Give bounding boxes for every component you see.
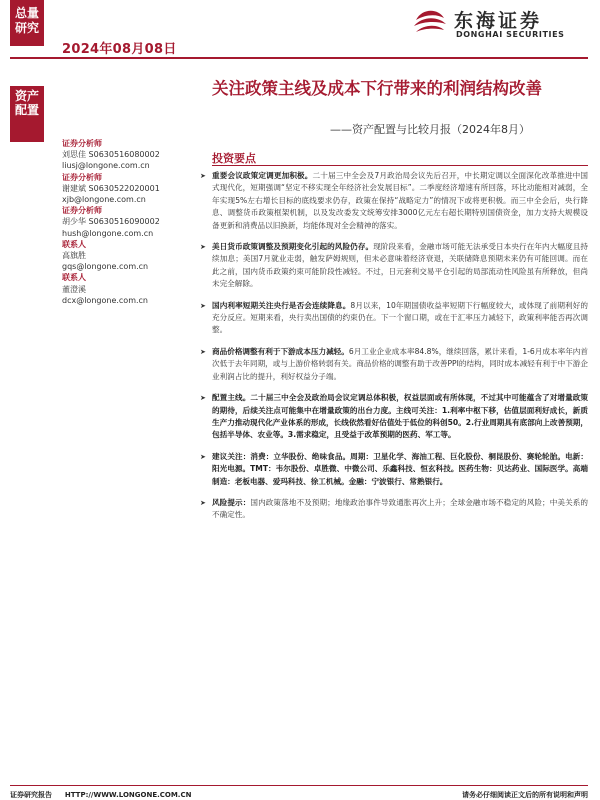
header-divider — [10, 57, 588, 59]
key-point-heading: 重要会议政策定调更加积极。 — [212, 171, 313, 180]
contact-email: dcx@longone.com.cn — [62, 295, 149, 305]
footer-disclaimer: 请务必仔细阅读正文后的所有说明和声明 — [462, 791, 588, 799]
key-point — [198, 392, 588, 442]
contact-role: 联系人 — [62, 273, 86, 283]
contact-entry — [62, 239, 187, 273]
report-subtitle: ——资产配置与比较月报（2024年8月） — [330, 123, 530, 136]
key-point-heading: 美日货币政策调整及预期变化引起的风险仍存。 — [212, 242, 374, 252]
contact-entry — [62, 272, 187, 306]
key-point — [198, 300, 588, 337]
key-point-body: 现阶段来看，金融市场可能无法承受日本央行在年内大幅度且持续加息；美国7月就业走弱，触发萨姆规则，但未必意味着经济衰退，关联储降息预期未来仍有可能回调。而在此之前，国内货币政策约束可能阶段性减轻。不过，日元套利交易平仓引起的局部流动性风险虽有所释放，但尚未完全解除。 — [212, 242, 589, 289]
logo-english-name: DONGHAI SECURITIES — [456, 30, 565, 39]
arrow-bullet-icon: ➤ — [200, 301, 206, 310]
key-point — [198, 451, 588, 488]
arrow-bullet-icon: ➤ — [200, 394, 206, 403]
key-point-body: 6月工业企业成本率84.8%，继续回落，累计来看，1-6月成本率年内首次低于去年同期，或与上游价格转弱有关。商品价格的调整有助于改善PPI的结构，同时成本减轻有利于中下游企业利润占比的提升，利好权益分子端。 — [212, 346, 588, 381]
analyst-role: 证券分析师 — [62, 172, 102, 182]
analyst-entry — [62, 138, 187, 172]
analyst-entry — [62, 172, 187, 206]
key-point-heading: 风险提示： — [212, 497, 251, 507]
report-date: 2024年08月08日 — [62, 42, 177, 57]
arrow-bullet-icon: ➤ — [200, 347, 206, 356]
contact-name: 董澄溪 — [62, 284, 86, 294]
footer-divider — [10, 785, 588, 786]
key-point-body: 二十届三中全会及政治局会议定调总体积极，权益层面或有所体现，不过其中可能蕴含了对增量政策的期待，后续关注点可能集中在增量政策的出台力度。主线可关注：1.利率中枢下移，估值层面利好成长，新质生产力推动现代化产业体系的形成，长线依然看好估值处于低位的科创50。2.行业周期具有底部向上改善预期，包括半导体、农业等。3.需求稳定，且受益于改革预期的医药、军工等。 — [212, 393, 589, 440]
analyst-email: xjb@longone.com.cn — [62, 195, 146, 205]
logo-chinese-name: 东海证券 — [454, 10, 543, 32]
footer-label: 证券研究报告 — [10, 791, 52, 799]
arrow-bullet-icon: ➤ — [200, 452, 206, 461]
key-point — [198, 241, 588, 291]
contact-email: gqs@longone.com.cn — [62, 262, 149, 272]
analyst-email: liusj@longone.com.cn — [62, 161, 150, 171]
category-tab: 资产配置 — [10, 86, 44, 142]
arrow-bullet-icon: ➤ — [200, 243, 206, 252]
key-points-list — [198, 170, 588, 531]
key-point-heading: 国内利率短期关注央行是否会连续降息。 — [212, 300, 351, 310]
key-point — [198, 346, 588, 383]
company-logo — [412, 4, 594, 44]
key-point-heading: 配置主线。 — [212, 393, 251, 403]
arrow-bullet-icon: ➤ — [200, 172, 206, 180]
key-point-heading: 建议关注： — [212, 451, 251, 461]
analyst-list — [62, 138, 187, 306]
key-point — [198, 170, 588, 232]
contact-name: 高旗胜 — [62, 251, 86, 261]
analyst-entry — [62, 205, 187, 239]
analyst-role: 证券分析师 — [62, 206, 102, 216]
key-point-body: 消费：立华股份、绝味食品。周期：卫星化学、海油工程、巨化股份、桐昆股份、赛轮轮胎。电新：阳光电源。TMT：韦尔股份、卓胜微、中微公司、乐鑫科技、恒玄科技。医药生物：贝达药业、国际医学。高端制造：老板电器、爱玛科技、徐工机械。金融：宁波银行、常熟银行。 — [212, 451, 589, 486]
footer-left — [10, 790, 191, 800]
key-point-body: 8月以来，10年期国债收益率短期下行幅度较大，或体现了前期利好的充分反应。短期来看，央行卖出国债的约束仍在。下一个窗口期，或在于汇率压力减轻下，政策利率能否再次调整。 — [212, 300, 589, 335]
analyst-name-license: 胡少华 S0630516090002 — [62, 217, 160, 227]
report-title: 关注政策主线及成本下行带来的利润结构改善 — [212, 79, 542, 98]
contact-role: 联系人 — [62, 239, 86, 249]
section-heading: 投资要点 — [212, 152, 256, 165]
key-point-body: 国内政策落地不及预期；地缘政治事件导致通胀再次上升；全球金融市场不稳定的风险；中美关系的不确定性。 — [212, 497, 589, 520]
arrow-bullet-icon: ➤ — [200, 498, 206, 507]
key-point-body: 二十届三中全会及7月政治局会议先后召开，中长期定调以全面深化改革推进中国式现代化，短期强调“坚定不移实现全年经济社会发展目标”。二季度经济增速有所回落，环比动能相对减弱，全年实现5%左右增长目标的底线要求仍存，政策在保持“战略定力”的情况下或将更积极。而三中全会后，央行降息、调整货币政策框架机制，以及发改委发文统筹安排3000亿元左右超长期特别国债资金，加力支持大规模设备更新和消费品以旧换新，均能体现对全会精神的落实。 — [212, 171, 589, 230]
report-type-tab: 总量研究 — [10, 0, 44, 46]
analyst-name-license: 谢建斌 S0630522020001 — [62, 183, 160, 193]
key-point-heading: 商品价格调整有利于下游成本压力减轻。 — [212, 346, 349, 356]
footer-url-link[interactable]: HTTP://WWW.LONGONE.COM.CN — [64, 791, 192, 799]
analyst-role: 证券分析师 — [62, 139, 102, 148]
section-divider — [212, 165, 588, 166]
key-point — [198, 497, 588, 522]
donghai-logo-icon — [412, 6, 448, 38]
analyst-email: hush@longone.com.cn — [62, 228, 154, 238]
analyst-name-license: 刘思佳 S0630516080002 — [62, 150, 160, 160]
